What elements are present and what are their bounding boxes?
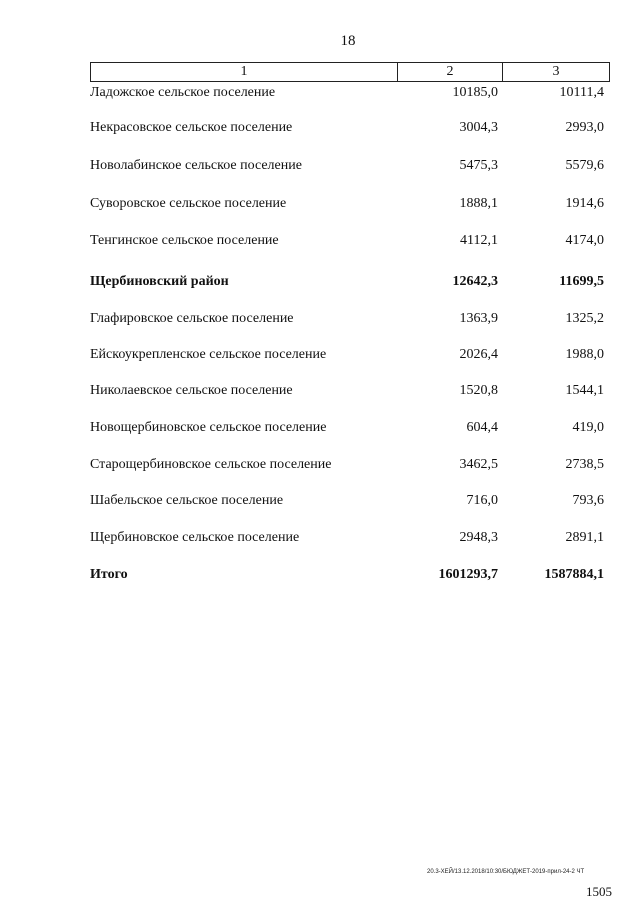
row-name: Новолабинское сельское поселение	[90, 158, 302, 173]
row-value-col2: 4112,1	[460, 233, 498, 248]
row-name: Некрасовское сельское поселение	[90, 120, 293, 135]
table-row	[0, 493, 640, 515]
row-name: Тенгинское сельское поселение	[90, 233, 279, 248]
row-value-col2: 12642,3	[452, 274, 498, 289]
row-name: Ладожское сельское поселение	[90, 85, 276, 100]
table-row	[0, 196, 640, 218]
column-header-2: 2	[398, 63, 503, 81]
row-value-col3: 793,6	[572, 493, 604, 508]
row-value-col2: 604,4	[466, 420, 498, 435]
table-row	[0, 85, 640, 107]
row-value-col3: 1914,6	[565, 196, 604, 211]
table-row	[0, 383, 640, 405]
table-row-total	[0, 567, 640, 589]
row-name: Ейскоукрепленское сельское поселение	[90, 347, 327, 362]
table-row	[0, 530, 640, 552]
row-value-col3: 5579,6	[565, 158, 604, 173]
row-value-col3: 1587884,1	[544, 567, 604, 582]
table-row	[0, 420, 640, 442]
row-value-col3: 419,0	[572, 420, 604, 435]
row-value-col2: 10185,0	[452, 85, 498, 100]
row-name: Щербиновское сельское поселение	[90, 530, 300, 545]
row-value-col2: 2948,3	[459, 530, 498, 545]
table-header-row	[90, 62, 610, 82]
row-name: Итого	[90, 567, 128, 582]
column-header-1: 1	[91, 63, 398, 81]
table-row-district	[0, 274, 640, 296]
table-row	[0, 233, 640, 255]
row-value-col3: 2993,0	[565, 120, 604, 135]
row-value-col3: 2738,5	[565, 457, 604, 472]
row-value-col2: 1363,9	[459, 311, 498, 326]
corner-number: 1505	[586, 884, 612, 899]
row-value-col3: 2891,1	[565, 530, 604, 545]
row-value-col2: 2026,4	[459, 347, 498, 362]
row-name: Суворовское сельское поселение	[90, 196, 287, 211]
table-row	[0, 158, 640, 180]
row-value-col2: 3004,3	[459, 120, 498, 135]
table-row	[0, 120, 640, 142]
row-value-col3: 10111,4	[559, 85, 604, 100]
page-number: 18	[340, 33, 356, 49]
row-value-col3: 1325,2	[565, 311, 604, 326]
row-name: Шабельское сельское поселение	[90, 493, 284, 508]
row-value-col2: 1888,1	[459, 196, 498, 211]
row-value-col2: 1520,8	[459, 383, 498, 398]
row-name: Глафировское сельское поселение	[90, 311, 294, 326]
row-value-col3: 11699,5	[559, 274, 604, 289]
document-footer-code: 20.3-ХЕЙ/13.12.2018/10:30/БЮДЖЕТ-2019-прил-24-2 ЧТ	[427, 869, 585, 875]
row-value-col3: 4174,0	[565, 233, 604, 248]
table-row	[0, 311, 640, 333]
row-value-col2: 5475,3	[459, 158, 498, 173]
row-name: Новощербиновское сельское поселение	[90, 420, 327, 435]
row-value-col3: 1544,1	[565, 383, 604, 398]
column-header-3: 3	[552, 64, 560, 79]
table-row	[0, 347, 640, 369]
row-value-col2: 1601293,7	[438, 567, 498, 582]
row-name: Николаевское сельское поселение	[90, 383, 293, 398]
row-value-col3: 1988,0	[565, 347, 604, 362]
row-name: Старощербиновское сельское поселение	[90, 457, 332, 472]
table-row	[0, 457, 640, 479]
row-value-col2: 3462,5	[459, 457, 498, 472]
row-name: Щербиновский район	[90, 274, 229, 289]
row-value-col2: 716,0	[466, 493, 498, 508]
